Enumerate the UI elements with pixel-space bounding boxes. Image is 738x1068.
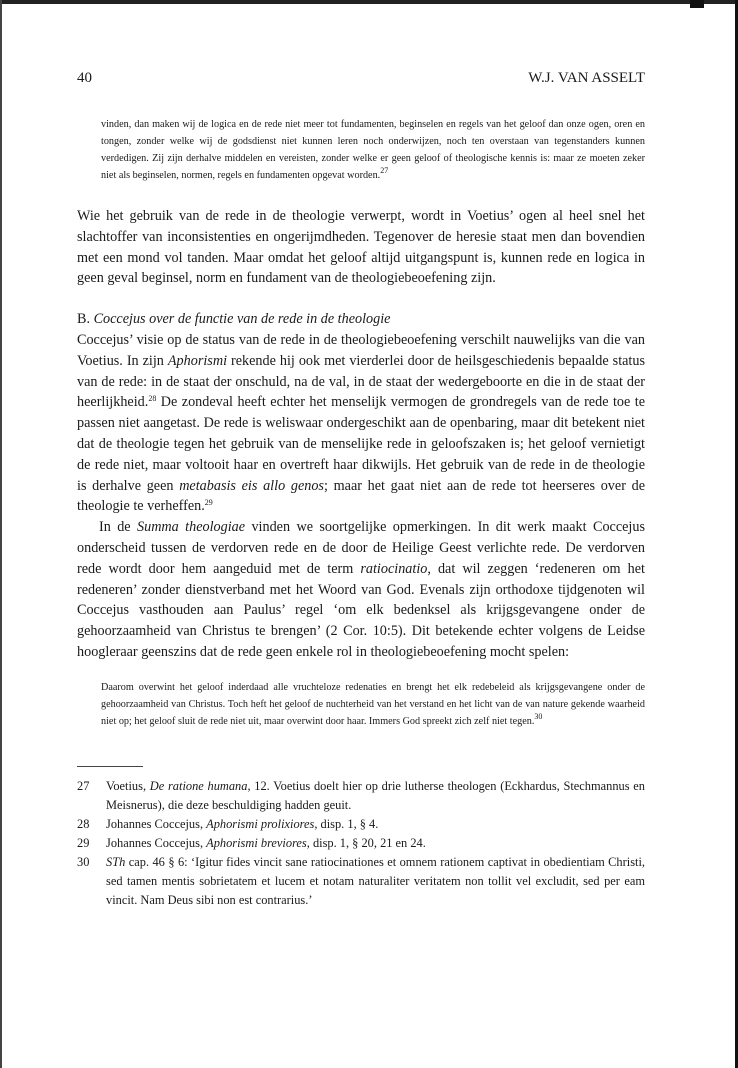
footnote-number: 28 [77, 816, 90, 831]
footnote-number: 29 [77, 835, 90, 850]
italic-term: Aphorismi [167, 352, 228, 369]
footnote [77, 777, 645, 815]
footnote-separator [77, 766, 143, 767]
text-run: Coccejus’ visie op de status van de rede in de theologiebeoefening verschilt nauwelijks van die van Voetius. In zijn [77, 331, 645, 369]
italic-term: STh [106, 854, 126, 869]
italic-term: Aphorismi prolixiores [206, 816, 315, 831]
scan-border-left [0, 0, 2, 1068]
footnote-text [106, 853, 645, 910]
italic-term: Aphorismi breviores [206, 835, 307, 850]
running-header [77, 70, 645, 92]
scan-corner-mark [690, 0, 704, 8]
footnote-ref-29[interactable]: 29 [204, 498, 213, 508]
footnote-ref-27[interactable]: 27 [380, 166, 389, 175]
page-number: 40 [77, 70, 92, 86]
quote-text: vinden, dan maken wij de logica en de rede niet meer tot fundamenten, beginselen en regels van het geloof dan onze ogen, oren en tongen, zonder welke wij de godsdienst niet kunnen leren noch onderwijzen, noch ten overstaan van tegenstanders kunnen verdedigen. Zij zijn derhalve middelen en vereisten, zonder welke er geen geloof of theologische kennis is: maar ze moeten zeker niet als beginselen, normen, regels en fundamenten opgevat worden. [101, 119, 645, 181]
block-quote-coccejus [101, 679, 645, 730]
text-run: De zondeval heeft echter het menselijk vermogen de grondregels van de rede toe te passen niet aangetast. De rede is weliswaar ondergeschikt aan de openbaring, maar dit betekent niet dat de theologie tegen het gebruik van de menselijke rede in geloofszaken is; het geloof vernietigt de rede niet, maar voltooit haar en overtreft haar dikwijls. Het gebruik van de rede in de theologie is derhalve geen [77, 394, 645, 494]
paragraph: Wie het gebruik van de rede in de theologie verwerpt, wordt in Voetius’ ogen al heel snel het slachtoffer van inconsistenties en ongerijmdheden. Tegenover de heresie staat men dan bovendien met een mond vol tanden. Maar omdat het geloof altijd uitgangspunt is, kunnen rede en logica in geen geval beginsel, norm en fundament van de theologiebeoefening zijn. [77, 208, 645, 287]
text-run: , disp. 1, § 20, 21 en 24. [306, 835, 426, 850]
block-quote-voetius [101, 116, 645, 184]
footnote-number: 27 [77, 778, 90, 793]
section-title: Coccejus over de functie van de rede in de theologie [93, 311, 391, 328]
text-run: Johannes Coccejus, [106, 835, 207, 850]
body-text [77, 206, 645, 663]
footnote-ref-28[interactable]: 28 [148, 394, 157, 404]
footnote-text [106, 815, 645, 834]
text-run: , 12. Voetius doelt hier op drie lutherse theologen (Eckhardus, Stechmannus en Meisnerus), die deze beschuldiging hadden geuit. [106, 778, 645, 812]
italic-term: metabasis eis allo genos [179, 477, 324, 494]
footnote [77, 834, 645, 853]
footnotes [77, 777, 645, 910]
section-heading [77, 309, 645, 330]
italic-term: De ratione humana [149, 778, 248, 793]
scan-border-top [0, 0, 738, 4]
text-run: rekende hij ook met vierderlei door de heilsgeschiedenis bepaalde status van de rede: in de staat der onschuld, na de val, in de staat der wedergeboorte en die in de staat der heerlijkheid. [77, 352, 645, 411]
text-run: Voetius, [106, 778, 150, 793]
text-run: , dat wil zeggen ‘redeneren om het redeneren’ zonder dienstverband met het Woord van God. Evenals zijn orthodoxe tijdgenoten wil Coccejus vasthouden aan Paulus’ regel ‘om elk bedenksel als krijgsgevangene onder de gehoorzaamheid van Christus te brengen’ (2 Cor. 10:5). Dit betekende echter volgens de Leidse hoogleraar geenszins dat de rede geen enkele rol in theologiebeoefening mocht spelen: [77, 560, 645, 660]
footnote-ref-30[interactable]: 30 [534, 711, 543, 721]
section-label: B. [77, 311, 91, 328]
paragraph [77, 330, 645, 517]
italic-term: ratiocinatio [360, 560, 428, 577]
italic-term: Summa theologiae [137, 519, 246, 536]
text-run: In de [99, 519, 137, 536]
footnote-text [106, 777, 645, 815]
running-head-author: W.J. VAN ASSELT [528, 70, 645, 86]
text-run: cap. 46 § 6: ‘Igitur fides vincit sane ratiocinationes et omnem rationem captivat in obedientiam Christi, sed tamen mentis sobrietatem et lucem et notam naturaliter veritatem non tollit vel excludit, sed per eam vincit. Nam Deus sibi non est contrarius.’ [106, 854, 645, 907]
footnote-text [106, 834, 645, 853]
quote-text: Daarom overwint het geloof inderdaad alle vruchteloze redenaties en brengt het elk redebeleid als krijgsgevangene onder de gehoorzaamheid van Christus. Toch heft het geloof de nuchterheid van het verstand en het licht van de van nature gekende waarheid niet op; het geloof sluit de rede niet uit, maar overwint door haar. Immers God spreekt zich zelf niet tegen. [101, 681, 645, 727]
footnote [77, 815, 645, 834]
text-run: vinden we soortgelijke opmerkingen. In dit werk maakt Coccejus onderscheid tussen de verdorven rede en de door de Heilige Geest verlichte rede. De verdorven rede wordt door hem aangeduid met de term [77, 519, 645, 577]
paragraph [77, 517, 645, 663]
footnote [77, 853, 645, 910]
text-run: , disp. 1, § 4. [314, 816, 379, 831]
footnote-number: 30 [77, 854, 90, 869]
page-content [77, 70, 645, 910]
text-run: Johannes Coccejus, [106, 816, 207, 831]
text-run: ; maar het gaat niet aan de rede tot heerseres over de theologie te verheffen. [77, 477, 646, 515]
